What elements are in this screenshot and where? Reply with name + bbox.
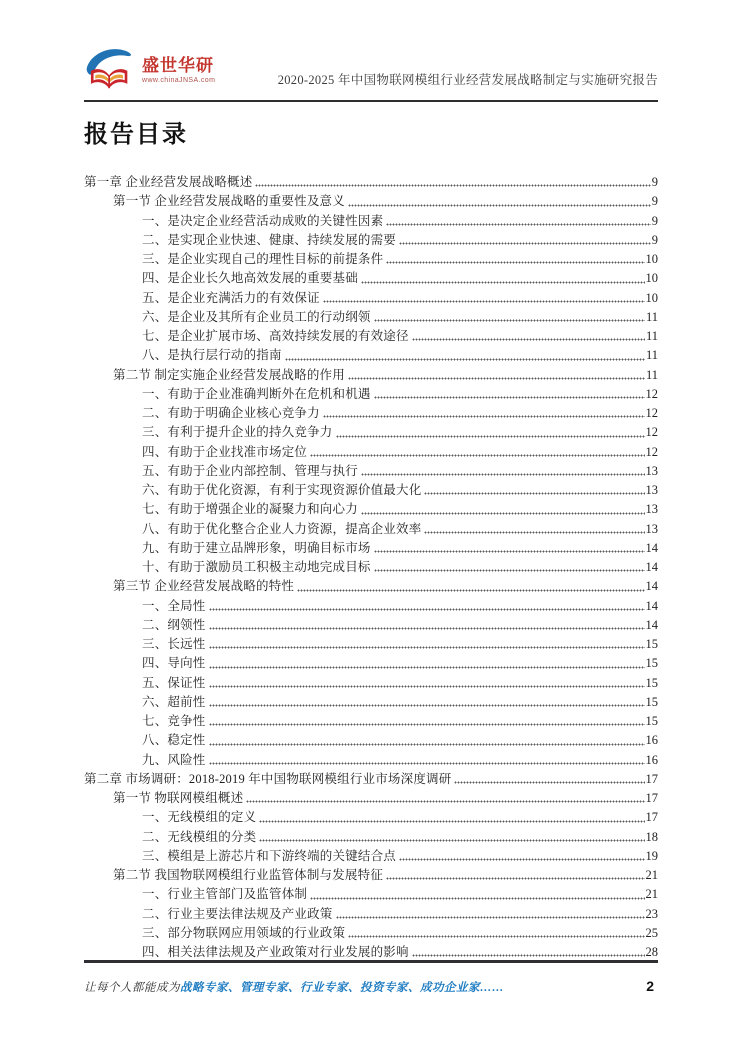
- dotted-leader: [399, 846, 644, 865]
- dotted-leader: [310, 884, 644, 903]
- brand-logo: [84, 46, 215, 94]
- toc-entry[interactable]: [84, 846, 658, 865]
- toc-entry-label: 六、是企业及其所有企业员工的行动纲领: [142, 309, 371, 324]
- toc-entry[interactable]: [84, 865, 658, 884]
- toc-entry-label: 三、有利于提升企业的持久竞争力: [142, 425, 333, 440]
- brand-logo-icon: [84, 46, 136, 94]
- dotted-leader: [361, 461, 645, 480]
- toc-entry[interactable]: [84, 499, 658, 518]
- toc-entry-page: 10: [645, 252, 658, 266]
- toc-entry[interactable]: [84, 384, 658, 403]
- dotted-leader: [374, 384, 645, 403]
- toc-entry-label: 七、是企业扩展市场、高效持续发展的有效途径: [142, 329, 409, 343]
- toc-entry-page: 11: [645, 348, 658, 363]
- dotted-leader: [209, 711, 645, 730]
- toc-entry-label: 六、超前性: [142, 694, 206, 709]
- toc-entry-page: 12: [645, 386, 658, 401]
- toc-entry-page: 13: [645, 521, 658, 536]
- toc-entry-page: 18: [645, 829, 658, 844]
- toc-entry-label: 二、无线模组的分类: [142, 829, 257, 844]
- toc-entry-page: 10: [645, 271, 658, 286]
- toc-entry-page: 14: [645, 579, 658, 594]
- toc-entry-page: 14: [645, 598, 658, 613]
- header-divider: [84, 100, 658, 102]
- toc-entry[interactable]: [84, 923, 658, 942]
- toc-entry[interactable]: [84, 711, 658, 730]
- toc-entry-page: 23: [645, 906, 658, 921]
- toc-entry[interactable]: [84, 904, 658, 923]
- dotted-leader: [209, 692, 645, 711]
- toc-entry[interactable]: [84, 653, 658, 672]
- toc-entry-label: 五、有助于企业内部控制、管理与执行: [142, 463, 358, 478]
- toc-entry-label: 一、全局性: [142, 598, 206, 613]
- toc-entry-label: 九、风险性: [142, 752, 206, 767]
- toc-entry-page: 9: [651, 194, 658, 209]
- dotted-leader: [424, 480, 644, 499]
- dotted-leader: [399, 230, 651, 249]
- toc-entry[interactable]: [84, 538, 658, 557]
- toc-entry[interactable]: [84, 211, 658, 230]
- dotted-leader: [336, 904, 645, 923]
- toc-entry-page: 12: [645, 444, 658, 459]
- toc-entry-page: 15: [645, 637, 658, 651]
- toc-entry[interactable]: [84, 307, 658, 326]
- toc-entry-page: 13: [645, 463, 658, 478]
- toc-entry[interactable]: [84, 288, 658, 307]
- toc-entry-label: 三、长远性: [142, 637, 206, 651]
- dotted-leader: [454, 769, 644, 788]
- toc-entry-label: 七、有助于增强企业的凝聚力和向心力: [142, 502, 358, 517]
- toc-entry[interactable]: [84, 365, 658, 384]
- page-number: 2: [646, 977, 654, 994]
- dotted-leader: [209, 653, 645, 672]
- toc-entry-label: 二、纲领性: [142, 617, 206, 632]
- toc-entry-page: 21: [645, 868, 658, 882]
- dotted-leader: [209, 615, 645, 634]
- toc-entry-page: 11: [645, 309, 658, 324]
- toc-entry[interactable]: [84, 326, 658, 345]
- page-title: 报告目录: [84, 121, 188, 148]
- toc-entry-page: 25: [645, 925, 658, 940]
- dotted-leader: [209, 673, 645, 692]
- toc-entry-page: 12: [645, 406, 658, 420]
- dotted-leader: [255, 172, 650, 191]
- toc-entry[interactable]: [84, 461, 658, 480]
- dotted-leader: [374, 557, 645, 576]
- page-header: [84, 0, 658, 94]
- toc-entry-page: 15: [645, 694, 658, 709]
- dotted-leader: [209, 634, 645, 653]
- toc-entry-label: 四、导向性: [142, 656, 206, 671]
- toc-entry[interactable]: [84, 519, 658, 538]
- toc-entry[interactable]: [84, 172, 658, 191]
- toc-entry-label: 三、是企业实现自己的理性目标的前提条件: [142, 252, 384, 266]
- toc-entry-page: 17: [645, 791, 658, 805]
- toc-entry-label: 第一章 企业经营发展战略概述: [84, 175, 253, 189]
- dotted-leader: [361, 268, 645, 287]
- brand-name: 盛世华研: [142, 55, 214, 75]
- toc-entry[interactable]: [84, 673, 658, 692]
- dotted-leader: [259, 807, 644, 826]
- toc-entry-page: 11: [645, 329, 658, 343]
- toc-entry-page: 15: [645, 675, 658, 690]
- toc-entry[interactable]: [84, 942, 658, 961]
- toc-entry-label: 第三节 企业经营发展战略的特性: [113, 579, 295, 594]
- toc-entry[interactable]: [84, 730, 658, 749]
- toc-entry[interactable]: [84, 769, 658, 788]
- toc-entry-page: 10: [645, 290, 658, 305]
- toc-entry[interactable]: [84, 268, 658, 287]
- dotted-leader: [386, 249, 644, 268]
- dotted-leader: [310, 442, 644, 461]
- toc-entry-label: 八、是执行层行动的指南: [142, 348, 282, 363]
- toc-entry-label: 二、行业主要法律法规及产业政策: [142, 906, 333, 921]
- dotted-leader: [323, 403, 645, 422]
- dotted-leader: [424, 519, 644, 538]
- toc-entry-label: 八、稳定性: [142, 733, 206, 748]
- toc-entry-label: 二、是实现企业快速、健康、持续发展的需要: [142, 232, 397, 247]
- toc-entry-page: 9: [651, 175, 658, 189]
- toc-entry-label: 二、有助于明确企业核心竞争力: [142, 406, 320, 420]
- toc-entry-page: 14: [645, 560, 658, 574]
- toc-entry-label: 第二章 市场调研：2018-2019 年中国物联网模组行业市场深度调研: [84, 771, 452, 786]
- toc-entry-page: 14: [645, 540, 658, 555]
- dotted-leader: [412, 326, 645, 345]
- brand-logo-text: [142, 57, 215, 84]
- toc-entry[interactable]: [84, 807, 658, 826]
- toc-entry-label: 三、部分物联网应用领域的行业政策: [142, 925, 346, 940]
- toc-entry-page: 12: [645, 425, 658, 440]
- page-footer: [84, 960, 658, 995]
- dotted-leader: [374, 538, 645, 557]
- toc-entry-label: 第二节 制定实施企业经营发展战略的作用: [113, 367, 345, 382]
- toc-entry-page: 19: [645, 848, 658, 863]
- toc-entry-label: 六、有助于优化资源，有利于实现资源价值最大化: [142, 483, 422, 497]
- toc-entry[interactable]: [84, 345, 658, 364]
- toc-entry-label: 第一节 企业经营发展战略的重要性及意义: [113, 194, 345, 209]
- toc-entry-page: 14: [645, 617, 658, 632]
- dotted-leader: [259, 827, 644, 846]
- dotted-leader: [412, 942, 645, 961]
- toc-entry-label: 一、行业主管部门及监管体制: [142, 887, 308, 902]
- toc-entry[interactable]: [84, 557, 658, 576]
- toc-entry[interactable]: [84, 230, 658, 249]
- toc-entry-label: 四、相关法律法规及产业政策对行业发展的影响: [142, 945, 409, 959]
- toc-entry-page: 13: [645, 483, 658, 497]
- toc-entry[interactable]: [84, 615, 658, 634]
- toc-entry[interactable]: [84, 788, 658, 807]
- toc-entry-label: 三、模组是上游芯片和下游终端的关键结合点: [142, 848, 397, 863]
- toc-entry-label: 第一节 物联网模组概述: [113, 791, 244, 805]
- toc-entry-page: 16: [645, 752, 658, 767]
- toc-entry-label: 十、有助于激励员工积极主动地完成目标: [142, 560, 371, 574]
- toc-entry-label: 一、无线模组的定义: [142, 810, 257, 825]
- brand-url: www.chinaJNSA.com: [142, 76, 216, 84]
- toc-entry-label: 九、有助于建立品牌形象，明确目标市场: [142, 540, 371, 555]
- toc-entry[interactable]: [84, 249, 658, 268]
- toc-entry[interactable]: [84, 576, 658, 595]
- dotted-leader: [209, 730, 645, 749]
- toc-entry[interactable]: [84, 596, 658, 615]
- toc-entry-page: 17: [645, 771, 658, 786]
- footer-divider: [84, 960, 658, 963]
- dotted-leader: [348, 191, 651, 210]
- toc-entry-page: 13: [645, 502, 658, 517]
- toc-entry[interactable]: [84, 403, 658, 422]
- dotted-leader: [348, 923, 644, 942]
- toc-entry[interactable]: [84, 191, 658, 210]
- toc-entry[interactable]: [84, 634, 658, 653]
- table-of-contents: [84, 172, 658, 961]
- toc-entry-label: 五、保证性: [142, 675, 206, 690]
- toc-entry-page: 15: [645, 656, 658, 671]
- toc-entry[interactable]: [84, 884, 658, 903]
- dotted-leader: [209, 596, 645, 615]
- toc-entry[interactable]: [84, 480, 658, 499]
- toc-entry-page: 15: [645, 714, 658, 728]
- toc-entry-page: 17: [645, 810, 658, 825]
- dotted-leader: [348, 365, 645, 384]
- dotted-leader: [361, 499, 645, 518]
- dotted-leader: [285, 345, 645, 364]
- toc-entry-page: 11: [645, 367, 658, 382]
- dotted-leader: [297, 576, 644, 595]
- toc-entry-label: 四、有助于企业找准市场定位: [142, 444, 308, 459]
- toc-entry[interactable]: [84, 750, 658, 769]
- toc-entry-label: 一、是决定企业经营活动成败的关键性因素: [142, 213, 384, 228]
- toc-entry[interactable]: [84, 442, 658, 461]
- dotted-leader: [374, 307, 645, 326]
- toc-entry-label: 四、是企业长久地高效发展的重要基础: [142, 271, 358, 286]
- toc-entry-page: 16: [645, 733, 658, 748]
- dotted-leader: [386, 865, 644, 884]
- footer-slogan: [84, 979, 504, 995]
- toc-entry-page: 28: [645, 945, 658, 959]
- toc-entry[interactable]: [84, 827, 658, 846]
- dotted-leader: [246, 788, 644, 807]
- toc-entry-label: 七、竞争性: [142, 714, 206, 728]
- toc-entry-label: 八、有助于优化整合企业人力资源，提高企业效率: [142, 521, 422, 536]
- report-title: 2020-2025 年中国物联网模组行业经营发展战略制定与实施研究报告: [277, 73, 658, 87]
- dotted-leader: [336, 422, 645, 441]
- footer-slogan-prefix: 让每个人都能成为: [84, 981, 180, 994]
- toc-entry[interactable]: [84, 692, 658, 711]
- footer-slogan-highlight: 战略专家、管理专家、行业专家、投资专家、成功企业家……: [180, 981, 504, 994]
- toc-entry-label: 五、是企业充满活力的有效保证: [142, 290, 320, 305]
- dotted-leader: [209, 750, 645, 769]
- toc-entry-page: 9: [651, 232, 658, 247]
- toc-entry-label: 一、有助于企业准确判断外在危机和机遇: [142, 386, 371, 401]
- toc-entry-page: 21: [645, 887, 658, 902]
- dotted-leader: [323, 288, 645, 307]
- toc-entry-label: 第二节 我国物联网模组行业监管体制与发展特征: [113, 868, 384, 882]
- toc-entry-page: 9: [651, 213, 658, 228]
- dotted-leader: [386, 211, 650, 230]
- toc-entry[interactable]: [84, 422, 658, 441]
